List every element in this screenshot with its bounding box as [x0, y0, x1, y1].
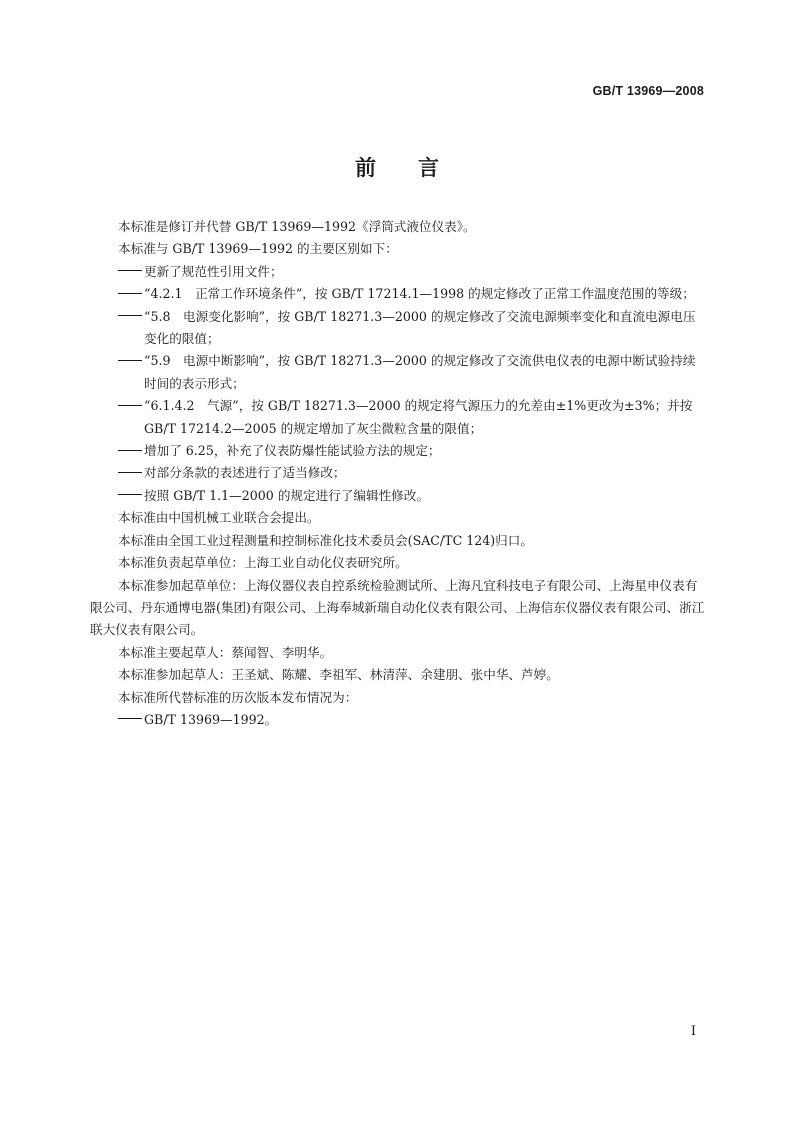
em-dash-marker [118, 283, 144, 305]
em-dash-marker [118, 306, 144, 328]
list-item: 更新了规范性引用文件； [118, 261, 706, 283]
centralized-by: 本标准由全国工业过程测量和控制标准化技术委员会(SAC/TC 124)归口。 [118, 532, 533, 548]
title-char-2: 言 [418, 155, 439, 180]
list-item: 增加了 6.25，补充了仪表防爆性能试验方法的规定； [118, 440, 706, 462]
foreword-body [90, 216, 706, 731]
changes-list [118, 261, 706, 507]
em-dash-marker [118, 261, 144, 283]
standard-code-header: GB/T 13969—2008 [592, 84, 704, 98]
list-item: 按照 GB/T 1.1—2000 的规定进行了编辑性修改。 [118, 485, 706, 507]
drafting-unit: 本标准负责起草单位：上海工业自动化仪表研究所。 [118, 555, 408, 571]
intro-paragraph: 本标准是修订并代替 GB/T 13969—1992《浮筒式液位仪表》。 [118, 219, 476, 234]
title-char-1: 前 [355, 155, 376, 180]
participating-drafters: 本标准参加起草人：王圣斌、陈耀、李祖军、林清萍、余建朋、张中华、芦婷。 [118, 667, 559, 683]
list-item: “4.2.1 正常工作环境条件”，按 GB/T 17214.1—1998 的规定修改了正常工作温度范围的等级； [118, 283, 706, 305]
list-item: “5.8 电源变化影响”，按 GB/T 18271.3—2000 的规定修改了交流电源频率变化和直流电源电压变化的限值； [118, 306, 706, 351]
em-dash-marker [118, 462, 144, 484]
list-item: 对部分条款的表述进行了适当修改； [118, 462, 706, 484]
list-item: “6.1.4.2 气源”，按 GB/T 18271.3—2000 的规定将气源压力的允差由±1%更改为±3%；并按 GB/T 17214.2—2005 的规定增加了灰尘微粒含量的限值； [118, 395, 706, 440]
em-dash-marker [118, 395, 144, 417]
page-number: I [690, 1024, 696, 1039]
history-item: GB/T 13969—1992。 [118, 709, 706, 731]
main-drafters: 本标准主要起草人：蔡闻智、李明华。 [118, 644, 333, 660]
proposed-by: 本标准由中国机械工业联合会提出。 [118, 510, 320, 526]
em-dash-marker [118, 350, 144, 372]
list-item: “5.9 电源中断影响”，按 GB/T 18271.3—2000 的规定修改了交流供电仪表的电源中断试验持续时间的表示形式； [118, 350, 706, 395]
em-dash-marker [118, 709, 144, 731]
page-title [0, 152, 794, 182]
differences-intro: 本标准与 GB/T 13969—1992 的主要区别如下： [118, 241, 398, 257]
participating-units: 本标准参加起草单位：上海仪器仪表自控系统检验测试所、上海凡宜科技电子有限公司、上海星申仪表有限公司、丹东通博电器(集团)有限公司、上海奉城新瑞自动化仪表有限公司、上海信东仪器仪表有限公司、浙江联大仪表有限公司。 [90, 577, 705, 638]
em-dash-marker [118, 485, 144, 507]
history-intro: 本标准所代替标准的历次版本发布情况为： [118, 689, 358, 705]
em-dash-marker [118, 440, 144, 462]
